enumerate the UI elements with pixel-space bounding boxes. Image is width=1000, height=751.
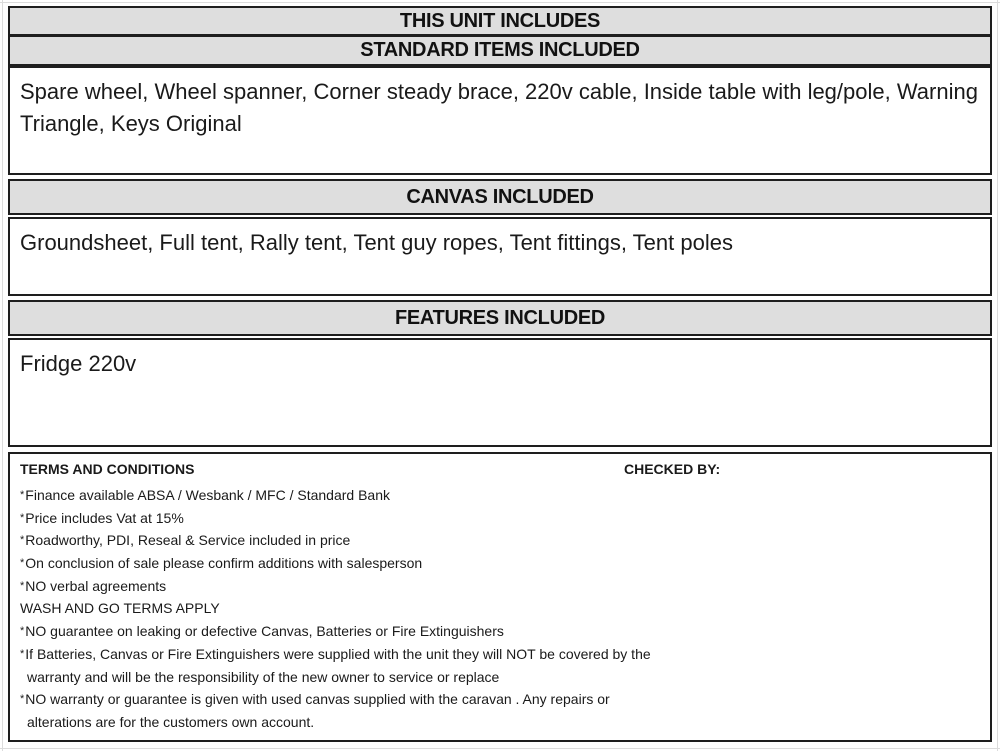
grid-line — [0, 2, 1000, 3]
bullet-icon: * — [20, 511, 25, 524]
terms-line — [20, 484, 740, 507]
terms-line — [20, 643, 740, 666]
unit-includes-title: THIS UNIT INCLUDES — [399, 9, 601, 32]
terms-title: TERMS AND CONDITIONS — [20, 461, 195, 477]
canvas-title: CANVAS INCLUDED — [406, 185, 594, 208]
standard-items-box — [8, 66, 992, 175]
canvas-box — [8, 217, 992, 296]
terms-line — [20, 711, 740, 734]
standard-items-title: STANDARD ITEMS INCLUDED — [360, 39, 640, 61]
unit-includes-header — [8, 6, 992, 36]
terms-line-text: Price includes Vat at 15% — [25, 509, 184, 526]
terms-line-text: Finance available ABSA / Wesbank / MFC / Standard Bank — [25, 487, 390, 503]
bullet-icon: * — [20, 647, 25, 660]
canvas-text: Groundsheet, Full tent, Rally tent, Tent guy ropes, Tent fittings, Tent poles — [20, 230, 733, 255]
features-title: FEATURES INCLUDED — [394, 306, 606, 329]
terms-line-text: If Batteries, Canvas or Fire Extinguishers were supplied with the unit they will NOT be covered by the — [25, 645, 651, 662]
terms-line-text: On conclusion of sale please confirm additions with salesperson — [25, 555, 423, 572]
bullet-icon: * — [20, 625, 25, 638]
terms-line — [20, 666, 740, 689]
grid-line — [0, 748, 1000, 749]
terms-line-text: alterations are for the customers own account. — [27, 713, 315, 730]
terms-line-text: Roadworthy, PDI, Reseal & Service included in price — [25, 532, 351, 549]
terms-line — [20, 688, 740, 711]
grid-line — [997, 0, 998, 751]
bullet-icon: * — [20, 557, 25, 570]
bullet-icon: * — [20, 489, 25, 501]
features-text: Fridge 220v — [20, 351, 137, 376]
terms-line — [20, 575, 740, 598]
terms-line-text: NO warranty or guarantee is given with used canvas supplied with the caravan . Any repairs or — [25, 691, 610, 708]
bullet-icon: * — [20, 534, 25, 547]
terms-line — [20, 620, 740, 643]
terms-line-text: warranty and will be the responsibility of the new owner to service or replace — [27, 668, 500, 685]
terms-line-text: WASH AND GO TERMS APPLY — [20, 600, 220, 617]
terms-line-text: NO verbal agreements — [25, 577, 167, 594]
terms-box — [8, 452, 992, 742]
standard-items-header — [8, 35, 992, 66]
terms-line — [20, 507, 740, 530]
standard-items-text: Spare wheel, Wheel spanner, Corner steady brace, 220v cable, Inside table with leg/pole, Warning Triangle, Keys Original — [20, 79, 978, 136]
canvas-header — [8, 179, 992, 215]
features-header — [8, 300, 992, 336]
checked-by-label: CHECKED BY: — [624, 461, 721, 477]
terms-line — [20, 597, 740, 620]
grid-line — [2, 0, 3, 751]
features-box — [8, 338, 992, 447]
terms-line — [20, 529, 740, 552]
terms-list — [20, 484, 740, 734]
terms-line — [20, 552, 740, 575]
bullet-icon: * — [20, 693, 25, 706]
bullet-icon: * — [20, 579, 25, 592]
terms-line-text: NO guarantee on leaking or defective Canvas, Batteries or Fire Extinguishers — [25, 623, 504, 640]
